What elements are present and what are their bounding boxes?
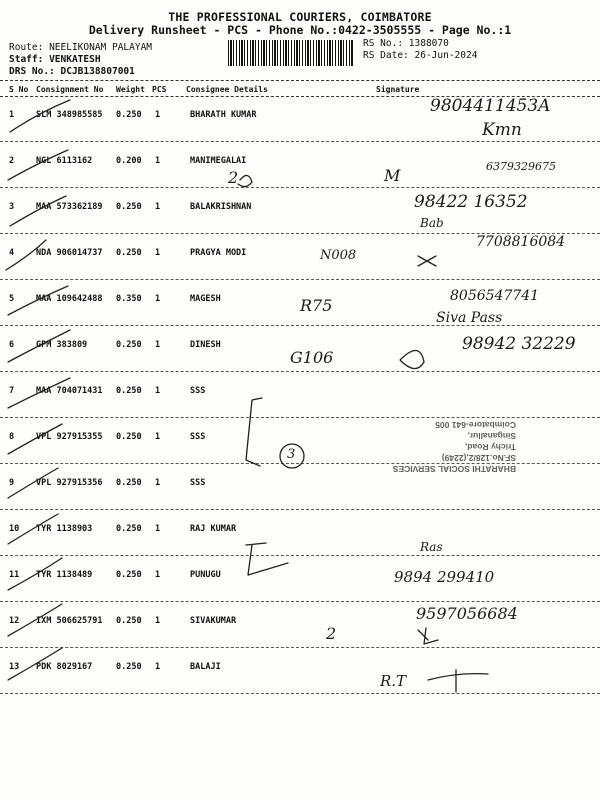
row-sno: 6 bbox=[9, 340, 15, 350]
handwritten-phone-5: 8056547741 bbox=[450, 288, 540, 304]
row-pcs: 1 bbox=[155, 524, 161, 534]
handwritten-note-4: N008 bbox=[320, 248, 357, 263]
stamp-line-3: Trichy Road, bbox=[464, 442, 516, 452]
handwritten-phone-6: 98942 32229 bbox=[462, 334, 576, 354]
staff-label: Staff: bbox=[9, 54, 44, 65]
row-pcs: 1 bbox=[155, 340, 161, 350]
row-consignment: MAA 704071431 bbox=[36, 386, 103, 396]
handwritten-note-2b: 2 bbox=[228, 168, 239, 187]
row-pcs: 1 bbox=[155, 570, 161, 580]
row-consignment: GPM 383809 bbox=[36, 340, 88, 350]
row-consignment: NDA 906014737 bbox=[36, 248, 103, 258]
rs-no-line bbox=[363, 38, 449, 50]
row-divider bbox=[0, 141, 600, 142]
rs-date-line bbox=[363, 50, 477, 62]
handwritten-note-11: Ras bbox=[420, 540, 443, 554]
row-consignment: TYR 1138489 bbox=[36, 570, 93, 580]
handwritten-note-9: 3 bbox=[287, 447, 296, 462]
stamp-line-1: BHARATHI SOCIAL SERVICES bbox=[392, 464, 516, 474]
row-consignment: NGL 6113162 bbox=[36, 156, 93, 166]
handwritten-note-13: R.T bbox=[380, 672, 407, 690]
barcode-image bbox=[228, 40, 353, 66]
table-row bbox=[0, 514, 600, 560]
row-weight: 0.250 bbox=[116, 432, 142, 442]
handwritten-note-3: Bab bbox=[420, 216, 444, 230]
row-pcs: 1 bbox=[155, 386, 161, 396]
row-consignee: RAJ KUMAR bbox=[190, 524, 237, 534]
row-divider bbox=[0, 509, 600, 510]
row-sno: 10 bbox=[9, 524, 20, 534]
row-consignee: MANIMEGALAI bbox=[190, 156, 247, 166]
row-consignee: BHARATH KUMAR bbox=[190, 110, 257, 120]
row-weight: 0.250 bbox=[116, 386, 142, 396]
row-consignee: SSS bbox=[190, 478, 206, 488]
stamp-line-4: Singanallur, bbox=[467, 431, 516, 441]
row-weight: 0.250 bbox=[116, 110, 142, 120]
row-pcs: 1 bbox=[155, 156, 161, 166]
staff-value: VENKATESH bbox=[49, 54, 101, 65]
row-sno: 4 bbox=[9, 248, 15, 258]
row-weight: 0.250 bbox=[116, 340, 142, 350]
drs-label: DRS No.: bbox=[9, 66, 55, 77]
route-value: NEELIKONAM PALAYAM bbox=[49, 42, 153, 53]
row-weight: 0.250 bbox=[116, 570, 142, 580]
row-consignee: DINESH bbox=[190, 340, 221, 350]
handwritten-note-12: 2 bbox=[326, 624, 337, 643]
row-sno: 5 bbox=[9, 294, 15, 304]
handwritten-note-5a: R75 bbox=[300, 296, 333, 315]
row-weight: 0.250 bbox=[116, 248, 142, 258]
handwritten-note-2a: M bbox=[384, 166, 401, 185]
company-title: THE PROFESSIONAL COURIERS, COIMBATORE bbox=[168, 10, 432, 24]
row-divider bbox=[0, 187, 600, 188]
row-pcs: 1 bbox=[155, 110, 161, 120]
row-sno: 13 bbox=[9, 662, 20, 672]
header-top-divider bbox=[0, 80, 600, 81]
row-pcs: 1 bbox=[155, 616, 161, 626]
row-sno: 9 bbox=[9, 478, 15, 488]
staff-line bbox=[9, 54, 101, 66]
row-consignee: PUNUGU bbox=[190, 570, 221, 580]
row-weight: 0.250 bbox=[116, 524, 142, 534]
row-pcs: 1 bbox=[155, 478, 161, 488]
drs-value: DCJB138807001 bbox=[60, 66, 135, 77]
row-sno: 11 bbox=[9, 570, 20, 580]
table-row bbox=[0, 652, 600, 698]
runsheet-title: Delivery Runsheet - PCS - Phone No.:0422-3505555 - Page No.:1 bbox=[88, 23, 512, 37]
rs-no-label: RS No.: bbox=[363, 38, 404, 49]
handwritten-phone-12: 9597056684 bbox=[416, 604, 518, 623]
row-divider bbox=[0, 555, 600, 556]
handwritten-note-1: Kmn bbox=[482, 120, 522, 140]
row-consignment: VPL 927915355 bbox=[36, 432, 103, 442]
handwritten-phone-1: 9804411453A bbox=[430, 96, 551, 116]
col-consignment: Consignment No bbox=[36, 85, 104, 94]
row-sno: 8 bbox=[9, 432, 15, 442]
row-weight: 0.350 bbox=[116, 294, 142, 304]
row-consignee: BALAKRISHNAN bbox=[190, 202, 252, 212]
row-consignee: SSS bbox=[190, 432, 206, 442]
row-divider bbox=[0, 325, 600, 326]
row-consignment: VPL 927915356 bbox=[36, 478, 103, 488]
col-weight: Weight bbox=[116, 85, 145, 94]
handwritten-note-5b: Siva Pass bbox=[436, 310, 503, 326]
rs-date-value: 26-Jun-2024 bbox=[414, 50, 478, 61]
row-pcs: 1 bbox=[155, 294, 161, 304]
row-consignee: PRAGYA MODI bbox=[190, 248, 247, 258]
row-consignment: IXM 506625791 bbox=[36, 616, 103, 626]
row-divider bbox=[0, 371, 600, 372]
row-weight: 0.200 bbox=[116, 156, 142, 166]
rs-date-label: RS Date: bbox=[363, 50, 409, 61]
row-sno: 2 bbox=[9, 156, 15, 166]
row-consignment: MAA 109642488 bbox=[36, 294, 103, 304]
drs-line bbox=[9, 66, 135, 78]
table-row bbox=[0, 468, 600, 514]
row-pcs: 1 bbox=[155, 432, 161, 442]
stamp-line-5: Coimbatore-641 005 bbox=[435, 420, 516, 430]
row-divider bbox=[0, 693, 600, 694]
row-weight: 0.250 bbox=[116, 616, 142, 626]
route-line bbox=[9, 42, 152, 54]
row-divider bbox=[0, 279, 600, 280]
row-consignment: MAA 573362189 bbox=[36, 202, 103, 212]
row-divider bbox=[0, 647, 600, 648]
row-sno: 1 bbox=[9, 110, 15, 120]
handwritten-phone-11: 9894 299410 bbox=[394, 568, 495, 586]
rs-no-value: 1388070 bbox=[408, 38, 449, 49]
stamp-line-2: SF.No.128/2,(2249) bbox=[441, 453, 516, 463]
row-sno: 7 bbox=[9, 386, 15, 396]
row-pcs: 1 bbox=[155, 248, 161, 258]
table-row bbox=[0, 560, 600, 606]
row-consignee: BALAJI bbox=[190, 662, 221, 672]
handwritten-phone-2: 6379329675 bbox=[486, 160, 556, 173]
row-consignee: SIVAKUMAR bbox=[190, 616, 237, 626]
col-pcs: PCS bbox=[152, 85, 167, 94]
row-consignee: SSS bbox=[190, 386, 206, 396]
col-sno: S No bbox=[9, 85, 29, 94]
row-consignment: SLM 348985585 bbox=[36, 110, 103, 120]
handwritten-note-6: G106 bbox=[290, 348, 334, 367]
row-weight: 0.250 bbox=[116, 202, 142, 212]
row-pcs: 1 bbox=[155, 202, 161, 212]
route-label: Route: bbox=[9, 42, 44, 53]
row-divider bbox=[0, 601, 600, 602]
row-consignment: PDK 8029167 bbox=[36, 662, 93, 672]
col-consignee: Consignee Details bbox=[186, 85, 268, 94]
row-sno: 3 bbox=[9, 202, 15, 212]
row-weight: 0.250 bbox=[116, 478, 142, 488]
handwritten-phone-3: 98422 16352 bbox=[414, 192, 528, 212]
row-pcs: 1 bbox=[155, 662, 161, 672]
row-weight: 0.250 bbox=[116, 662, 142, 672]
row-consignment: TYR 1138903 bbox=[36, 524, 93, 534]
row-consignee: MAGESH bbox=[190, 294, 221, 304]
col-signature: Signature bbox=[376, 85, 420, 94]
receiver-stamp bbox=[356, 404, 516, 474]
handwritten-phone-4: 7708816084 bbox=[476, 234, 566, 250]
row-sno: 12 bbox=[9, 616, 20, 626]
